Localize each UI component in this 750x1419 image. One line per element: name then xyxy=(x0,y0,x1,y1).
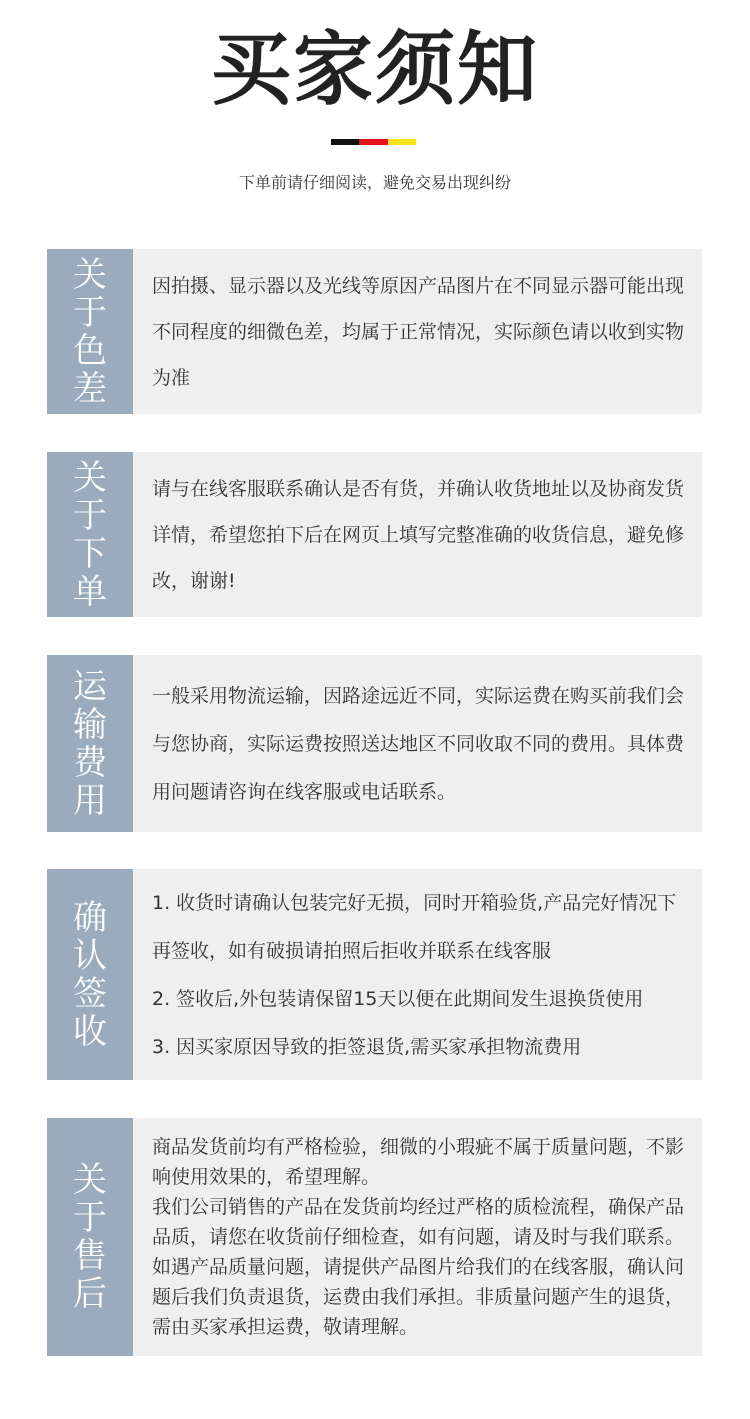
section-label-block xyxy=(47,1118,133,1356)
section-label-block xyxy=(47,869,133,1080)
section-text-item-2: 2. 签收后,外包装请保留15天以便在此期间发生退换货使用 xyxy=(152,987,644,1010)
section-body xyxy=(152,655,684,832)
section-body xyxy=(152,249,684,414)
section-label-block xyxy=(47,452,133,617)
divider-red-stripe xyxy=(359,139,387,145)
page-title: 买家须知 xyxy=(211,23,539,116)
divider-yellow-stripe xyxy=(388,139,416,145)
section-text: 因拍摄、显示器以及光线等原因产品图片在不同显示器可能出现不同程度的细微色差，均属于正常情况，实际颜色请以收到实物为准 xyxy=(152,274,685,389)
section-label: 关于下单 xyxy=(73,457,107,612)
section-label-block xyxy=(47,249,133,414)
section-label-block xyxy=(47,655,133,832)
section-confirm-receipt xyxy=(47,869,702,1080)
divider-black-stripe xyxy=(331,139,359,145)
section-text-item-1: 1. 收货时请确认包装完好无损，同时开箱验货,产品完好情况下再签收，如有破损请拍照后拒收并联系在线客服 xyxy=(152,891,677,962)
section-label: 关于售后 xyxy=(73,1160,107,1314)
section-color-difference xyxy=(47,249,702,414)
section-ordering xyxy=(47,452,702,617)
section-text: 我们公司销售的产品在发货前均经过严格的质检流程，确保产品品质，请您在收货前仔细检查，如有问题，请及时与我们联系。如遇产品质量问题，请提供产品图片给我们的在线客服，确认问题后我们负责退货，运费由我们承担。非质量问题产生的退货，需由买家承担运费，敬请理解。 xyxy=(152,1196,685,1338)
section-shipping-fees xyxy=(47,655,702,832)
section-body xyxy=(152,1118,684,1356)
section-body xyxy=(152,452,684,617)
section-text: 一般采用物流运输，因路途远近不同，实际运费在购买前我们会与您协商，实际运费按照送达地区不同收取不同的费用。具体费用问题请咨询在线客服或电话联系。 xyxy=(152,684,685,803)
section-text: 请与在线客服联系确认是否有货，并确认收货地址以及协商发货详情，希望您拍下后在网页上填写完整准确的收货信息，避免修改，谢谢! xyxy=(152,477,685,592)
section-label: 确认签收 xyxy=(73,897,107,1052)
tricolor-divider xyxy=(331,139,416,145)
section-after-sales xyxy=(47,1118,702,1356)
section-text-item-3: 3. 因买家原因导致的拒签退货,需买家承担物流费用 xyxy=(152,1035,582,1058)
section-text: 商品发货前均有严格检验，细微的小瑕疵不属于质量问题，不影响使用效果的，希望理解。 xyxy=(152,1136,685,1188)
page-subtitle: 下单前请仔细阅读，避免交易出现纠纷 xyxy=(238,173,511,192)
section-label: 运输费用 xyxy=(73,666,107,821)
section-body xyxy=(152,869,684,1080)
section-label: 关于色差 xyxy=(73,254,107,409)
